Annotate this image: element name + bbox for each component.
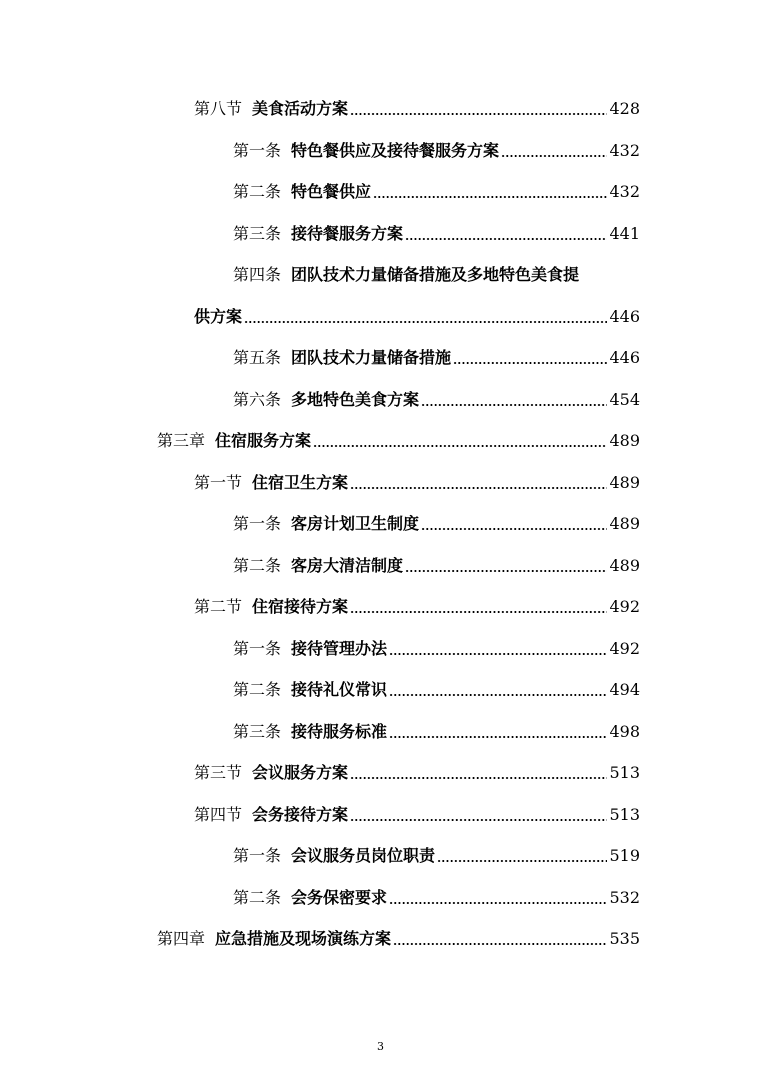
toc-entry[interactable]: [194, 470, 640, 494]
toc-entry-label: 第二节: [194, 597, 243, 616]
toc-entry-label: 第四节: [194, 805, 243, 824]
toc-entry-title: 团队技术力量储备措施及多地特色美食提: [291, 265, 580, 284]
toc-entry-continuation[interactable]: [194, 304, 640, 328]
dot-leader: [389, 694, 607, 696]
toc-entry-page: 489: [609, 473, 640, 492]
dot-leader: [437, 860, 607, 862]
toc-entry-label: 第二条: [233, 556, 282, 575]
dot-leader: [389, 736, 607, 738]
dot-leader: [421, 528, 607, 530]
dot-leader: [501, 155, 607, 157]
toc-entry[interactable]: [233, 719, 640, 743]
toc-entry-title: 接待礼仪常识: [291, 680, 388, 699]
toc-entry-title: 特色餐供应: [291, 182, 372, 201]
dot-leader: [350, 819, 607, 821]
toc-entry-label: 第三条: [233, 722, 282, 741]
dot-leader: [389, 653, 607, 655]
toc-entry-label: 第五条: [233, 348, 282, 367]
toc-entry[interactable]: [233, 511, 640, 535]
toc-entry[interactable]: [233, 387, 640, 411]
toc-entry-label: 第二条: [233, 182, 282, 201]
toc-entry[interactable]: [194, 760, 640, 784]
toc-entry-page: 489: [609, 514, 640, 533]
toc-entry-label: 第三节: [194, 763, 243, 782]
toc-entry-title: 接待餐服务方案: [291, 224, 404, 243]
toc-entry[interactable]: [194, 96, 640, 120]
toc-entry-page: 446: [609, 307, 640, 326]
toc-entry-page: 535: [609, 929, 640, 948]
dot-leader: [453, 362, 607, 364]
toc-entry-label: 第一条: [233, 846, 282, 865]
toc-entry-title: 接待管理办法: [291, 639, 388, 658]
toc-entry-page: 492: [609, 597, 640, 616]
toc-entry-title: 团队技术力量储备措施: [291, 348, 452, 367]
dot-leader: [244, 321, 607, 323]
toc-entry[interactable]: [233, 345, 640, 369]
toc-entry[interactable]: [233, 677, 640, 701]
page-number: 3: [377, 1040, 384, 1053]
dot-leader: [393, 943, 607, 945]
toc-entry-page: 498: [609, 722, 640, 741]
toc-entry[interactable]: [233, 843, 640, 867]
toc-entry-label: 第二条: [233, 888, 282, 907]
toc-entry-page: 432: [609, 182, 640, 201]
toc-entry-page: 513: [609, 805, 640, 824]
dot-leader: [350, 487, 607, 489]
toc-entry-title: 会务保密要求: [291, 888, 388, 907]
toc-entry[interactable]: [233, 138, 640, 162]
toc-entry-page: 513: [609, 763, 640, 782]
toc-entry[interactable]: [233, 179, 640, 203]
toc-entry-label: 第四章: [157, 929, 206, 948]
toc-entry-page: 446: [609, 348, 640, 367]
toc-entry-label: 第二条: [233, 680, 282, 699]
toc-entry[interactable]: [194, 802, 640, 826]
toc-entry-title: 会务接待方案: [252, 805, 349, 824]
toc-entry-label: 第八节: [194, 99, 243, 118]
toc-entry[interactable]: [233, 553, 640, 577]
dot-leader: [350, 611, 607, 613]
dot-leader: [350, 777, 607, 779]
toc-entry[interactable]: [157, 428, 640, 452]
toc-entry-title: 住宿接待方案: [252, 597, 349, 616]
toc-entry-title: 美食活动方案: [252, 99, 349, 118]
dot-leader: [405, 570, 607, 572]
toc-entry-page: 454: [609, 390, 640, 409]
toc-entry[interactable]: [194, 594, 640, 618]
toc-entry[interactable]: [233, 885, 640, 909]
dot-leader: [421, 404, 607, 406]
toc-entry-title: 会议服务员岗位职责: [291, 846, 436, 865]
dot-leader: [350, 113, 607, 115]
toc-entry[interactable]: [233, 636, 640, 660]
toc-entry-label: 第三章: [157, 431, 206, 450]
dot-leader: [389, 902, 607, 904]
toc-entry-page: 519: [609, 846, 640, 865]
toc-entry-page: 441: [609, 224, 640, 243]
toc-entry-title: 客房计划卫生制度: [291, 514, 420, 533]
toc-entry-label: 第四条: [233, 265, 282, 284]
toc-entry-page: 428: [609, 99, 640, 118]
toc-entry-page: 432: [609, 141, 640, 160]
toc-entry[interactable]: [233, 262, 640, 286]
toc-entry-title: 住宿服务方案: [215, 431, 312, 450]
dot-leader: [373, 196, 607, 198]
toc-entry-title: 应急措施及现场演练方案: [215, 929, 392, 948]
toc-entry-label: 第一条: [233, 141, 282, 160]
dot-leader: [405, 238, 607, 240]
dot-leader: [313, 445, 607, 447]
toc-entry-title: 供方案: [194, 307, 243, 326]
toc-entry-page: 492: [609, 639, 640, 658]
toc-entry-label: 第一条: [233, 639, 282, 658]
toc-entry-page: 489: [609, 431, 640, 450]
toc-entry-title: 接待服务标准: [291, 722, 388, 741]
toc-entry-label: 第一条: [233, 514, 282, 533]
toc-entry-title: 特色餐供应及接待餐服务方案: [291, 141, 500, 160]
toc-entry[interactable]: [157, 926, 640, 950]
toc-entry-label: 第一节: [194, 473, 243, 492]
toc-entry[interactable]: [233, 221, 640, 245]
toc-entry-page: 494: [609, 680, 640, 699]
toc-entry-page: 532: [609, 888, 640, 907]
toc-entry-page: 489: [609, 556, 640, 575]
toc-entry-title: 多地特色美食方案: [291, 390, 420, 409]
toc-entry-label: 第三条: [233, 224, 282, 243]
toc-entry-title: 住宿卫生方案: [252, 473, 349, 492]
toc-entry-title: 会议服务方案: [252, 763, 349, 782]
toc-entry-label: 第六条: [233, 390, 282, 409]
toc-entry-title: 客房大清洁制度: [291, 556, 404, 575]
